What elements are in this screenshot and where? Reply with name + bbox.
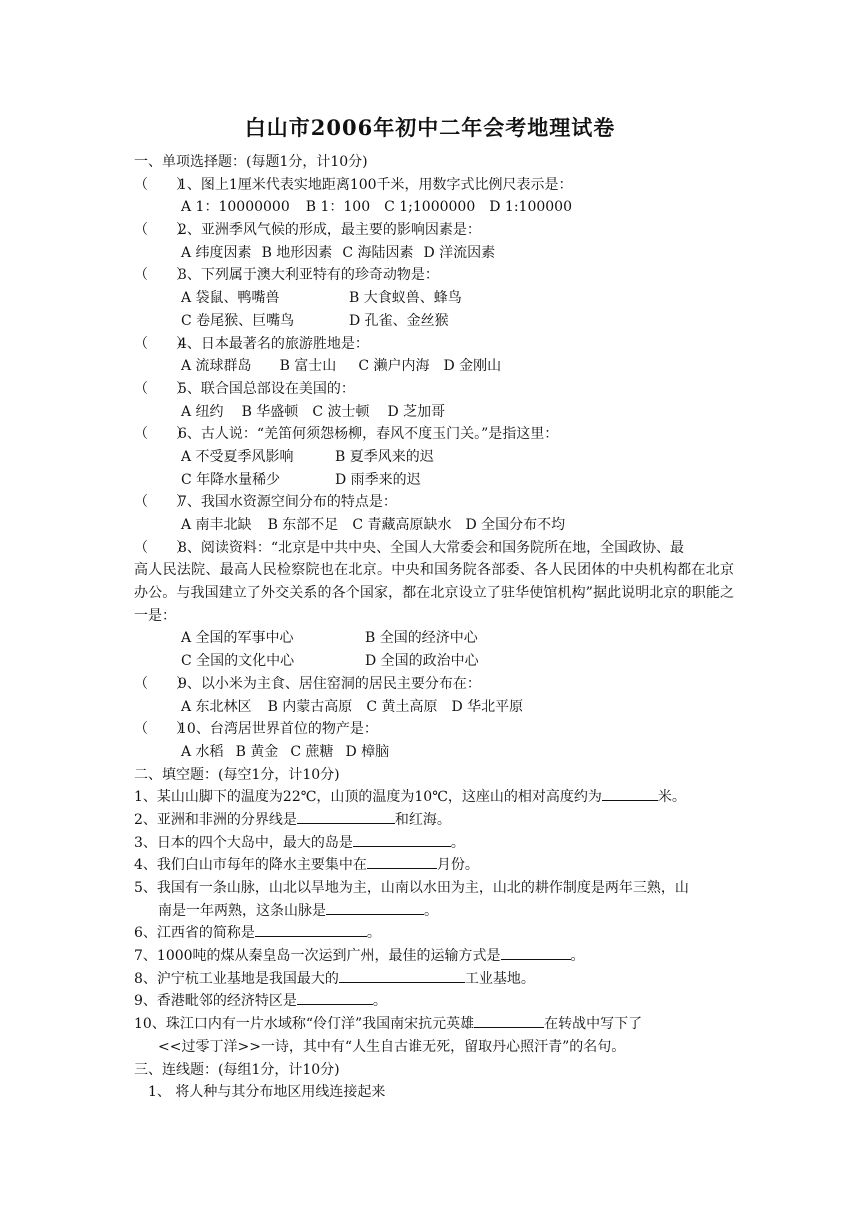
- question-stem: 10、台湾居世界首位的物产是：: [178, 721, 378, 738]
- question-7: [134, 491, 734, 514]
- fill-4: [134, 854, 734, 877]
- question-stem: 3、下列属于澳大利亚特有的珍奇动物是：: [178, 267, 439, 284]
- option-d: D 芝加哥: [387, 403, 446, 420]
- fill-text: 。: [366, 925, 381, 942]
- question-3-options-row1: [134, 287, 734, 310]
- option-d: D 1:100000: [489, 199, 572, 216]
- question-9-options: [134, 696, 734, 719]
- fill-10-cont: [134, 1036, 734, 1059]
- option-a: A 全国的军事中心: [181, 630, 294, 647]
- question-stem: 7、我国水资源空间分布的特点是：: [178, 494, 397, 511]
- option-c: C 黄土高原: [366, 698, 438, 715]
- fill-5-cont: [134, 900, 734, 923]
- fill-1: [134, 786, 734, 809]
- question-8-options-row2: [134, 650, 734, 673]
- question-5-options: [134, 401, 734, 424]
- question-stem: 6、古人说：“羌笛何须怨杨柳，春风不度玉门关。”是指这里：: [178, 426, 559, 443]
- answer-blank[interactable]: [367, 854, 437, 869]
- option-c: C 年降水量稀少: [181, 471, 281, 488]
- option-b: B 全国的经济中心: [365, 630, 478, 647]
- option-a: A 水稻: [181, 743, 224, 760]
- fill-text: 6、江西省的简称是: [134, 925, 255, 942]
- option-d: D 华北平原: [451, 698, 524, 715]
- option-b: B 夏季风来的迟: [335, 448, 434, 465]
- answer-blank[interactable]: [339, 968, 465, 983]
- answer-blank[interactable]: [297, 990, 373, 1005]
- fill-text: 2、亚洲和非洲的分界线是: [134, 811, 297, 828]
- fill-text: 。: [570, 948, 585, 965]
- section1-heading: 一、单项选择题：(每题1分，计10分): [134, 154, 368, 170]
- option-d: D 金刚山: [443, 358, 502, 375]
- question-stem: 2、亚洲季风气候的形成，最主要的影响因素是：: [178, 222, 481, 239]
- option-d: D 樟脑: [345, 743, 390, 760]
- question-6: [134, 423, 734, 446]
- answer-paren[interactable]: （ ）: [134, 176, 190, 193]
- answer-paren[interactable]: （ ）: [134, 335, 190, 352]
- fill-text: 。: [372, 993, 387, 1010]
- question-5: [134, 378, 734, 401]
- option-b: B 富士山: [279, 358, 337, 375]
- answer-blank[interactable]: [353, 832, 451, 847]
- option-a: A 袋鼠、鸭嘴兽: [181, 290, 280, 307]
- option-d: D 雨季来的迟: [335, 471, 421, 488]
- question-stem: 9、以小米为主食、居住窑洞的居民主要分布在：: [178, 675, 481, 692]
- option-c: C 蔗糖: [290, 743, 334, 760]
- question-8: [134, 537, 734, 560]
- answer-blank[interactable]: [297, 809, 395, 824]
- fill-text: 南是一年两熟，这条山脉是: [158, 902, 326, 919]
- option-a: A 1：10000000: [181, 199, 290, 216]
- exam-content: [134, 151, 734, 1104]
- fill-text: 1、某山山脚下的温度为22℃，山顶的温度为10℃，这座山的相对高度约为: [134, 789, 602, 806]
- answer-blank[interactable]: [602, 786, 658, 801]
- fill-text: 在转战中写下了: [544, 1016, 643, 1033]
- option-c: C 濑户内海: [358, 358, 430, 375]
- option-b: B 1：100: [305, 199, 371, 216]
- question-4-options: [134, 355, 734, 378]
- question-7-options: [134, 514, 734, 537]
- question-9: [134, 673, 734, 696]
- question-stem: 1、图上1厘米代表实地距离100千米，用数字式比例尺表示是：: [178, 176, 573, 193]
- option-a: A 南丰北缺: [181, 517, 252, 533]
- option-b: B 地形因素: [261, 244, 333, 261]
- section2-heading: 二、填空题：(每空1分，计10分): [134, 766, 340, 783]
- question-1: [134, 174, 734, 197]
- answer-paren[interactable]: （ ）: [134, 380, 190, 397]
- fill-8: [134, 968, 734, 991]
- fill-text: 5、我国有一条山脉，山北以旱地为主，山南以水田为主，山北的耕作制度是两年三熟，山: [134, 880, 689, 897]
- option-b: B 黄金: [235, 743, 279, 760]
- option-b: B 大食蚁兽、蜂鸟: [349, 290, 462, 307]
- fill-text: 7、1000吨的煤从秦皇岛一次运到广州，最佳的运输方式是: [134, 948, 501, 965]
- fill-text: 8、沪宁杭工业基地是我国最大的: [134, 970, 339, 987]
- answer-paren[interactable]: （ ）: [134, 494, 190, 511]
- option-c: C 波士顿: [312, 403, 370, 420]
- fill-text: 米。: [657, 789, 686, 806]
- answer-paren[interactable]: （ ）: [134, 267, 190, 284]
- answer-blank[interactable]: [326, 900, 424, 915]
- question-2-options: [134, 242, 734, 265]
- option-d: D 洋流因素: [423, 244, 496, 261]
- answer-blank[interactable]: [474, 1013, 544, 1028]
- question-stem-line1: 8、阅读资料：“北京是中共中央、全国人大常委会和国务院所在地，全国政协、最: [178, 539, 685, 556]
- question-8-passage: 高人民法院、最高人民检察院也在北京。中央和国务院各部委、各人民团体的中央机构都在北京办公。与我国建立了外交关系的各个国家，都在北京设立了驻华使馆机构”据此说明北京的职能之一是：: [134, 562, 734, 624]
- option-c: C 1;1000000: [384, 199, 476, 216]
- option-d: D 全国的政治中心: [365, 653, 479, 670]
- question-6-options-row2: [134, 469, 734, 492]
- matching-item-1: 1、 将人种与其分布地区用线连接起来: [148, 1084, 386, 1101]
- option-d: D 孔雀、金丝猴: [349, 312, 449, 329]
- fill-text: 3、日本的四个大岛中，最大的岛是: [134, 834, 353, 851]
- option-a: A 纬度因素: [181, 244, 252, 261]
- answer-blank[interactable]: [501, 945, 571, 960]
- section3-heading: 三、连线题：(每组1分，计10分): [134, 1061, 340, 1078]
- fill-6: [134, 922, 734, 945]
- option-c: C 海陆因素: [342, 244, 414, 261]
- option-c: C 卷尾猴、巨嘴鸟: [181, 312, 295, 329]
- question-8-options-row1: [134, 627, 734, 650]
- fill-7: [134, 945, 734, 968]
- question-6-options-row1: [134, 446, 734, 469]
- fill-text: 。: [450, 834, 465, 851]
- question-4: [134, 333, 734, 356]
- question-10-options: [134, 741, 734, 764]
- fill-text: 工业基地。: [464, 970, 535, 987]
- answer-paren[interactable]: （ ）: [134, 539, 190, 556]
- fill-text: 和红海。: [394, 811, 451, 828]
- option-b: B 东部不足: [267, 517, 339, 533]
- option-a: A 东北林区: [181, 698, 252, 715]
- fill-9: [134, 990, 734, 1013]
- option-b: B 内蒙古高原: [267, 698, 353, 715]
- fill-5: [134, 877, 734, 900]
- exam-title: 白山市2006年初中二年会考地理试卷: [244, 115, 616, 140]
- fill-10: [134, 1013, 734, 1036]
- answer-blank[interactable]: [255, 922, 367, 937]
- option-a: A 纽约: [181, 403, 224, 420]
- question-10: [134, 718, 734, 741]
- fill-3: [134, 832, 734, 855]
- question-stem: 5、联合国总部设在美国的：: [178, 380, 355, 397]
- answer-paren[interactable]: （ ）: [134, 675, 190, 692]
- question-3: [134, 264, 734, 287]
- fill-text: 10、珠江口内有一片水域称“伶仃洋”我国南宋抗元英雄: [134, 1016, 475, 1033]
- question-stem: 4、日本最著名的旅游胜地是：: [178, 335, 369, 352]
- fill-text: <<过零丁洋>>一诗，其中有“人生自古谁无死，留取丹心照汗青”的名句。: [158, 1038, 626, 1055]
- question-1-options: [134, 196, 734, 219]
- question-2: [134, 219, 734, 242]
- question-3-options-row2: [134, 310, 734, 333]
- answer-paren[interactable]: （ ）: [134, 222, 190, 239]
- option-a: A 流球群岛: [181, 358, 252, 375]
- option-b: B 华盛顿: [241, 403, 299, 420]
- fill-text: 4、我们白山市每年的降水主要集中在: [134, 857, 367, 874]
- fill-text: 月份。: [436, 857, 479, 874]
- fill-text: 。: [424, 902, 438, 919]
- answer-paren[interactable]: （ ）: [134, 721, 190, 738]
- fill-text: 9、香港毗邻的经济特区是: [134, 993, 297, 1010]
- option-a: A 不受夏季风影响: [181, 448, 294, 465]
- option-c: C 青藏高原缺水: [352, 517, 452, 533]
- answer-paren[interactable]: （ ）: [134, 426, 190, 443]
- option-c: C 全国的文化中心: [181, 653, 295, 670]
- option-d: D 全国分布不均: [465, 517, 566, 533]
- fill-2: [134, 809, 734, 832]
